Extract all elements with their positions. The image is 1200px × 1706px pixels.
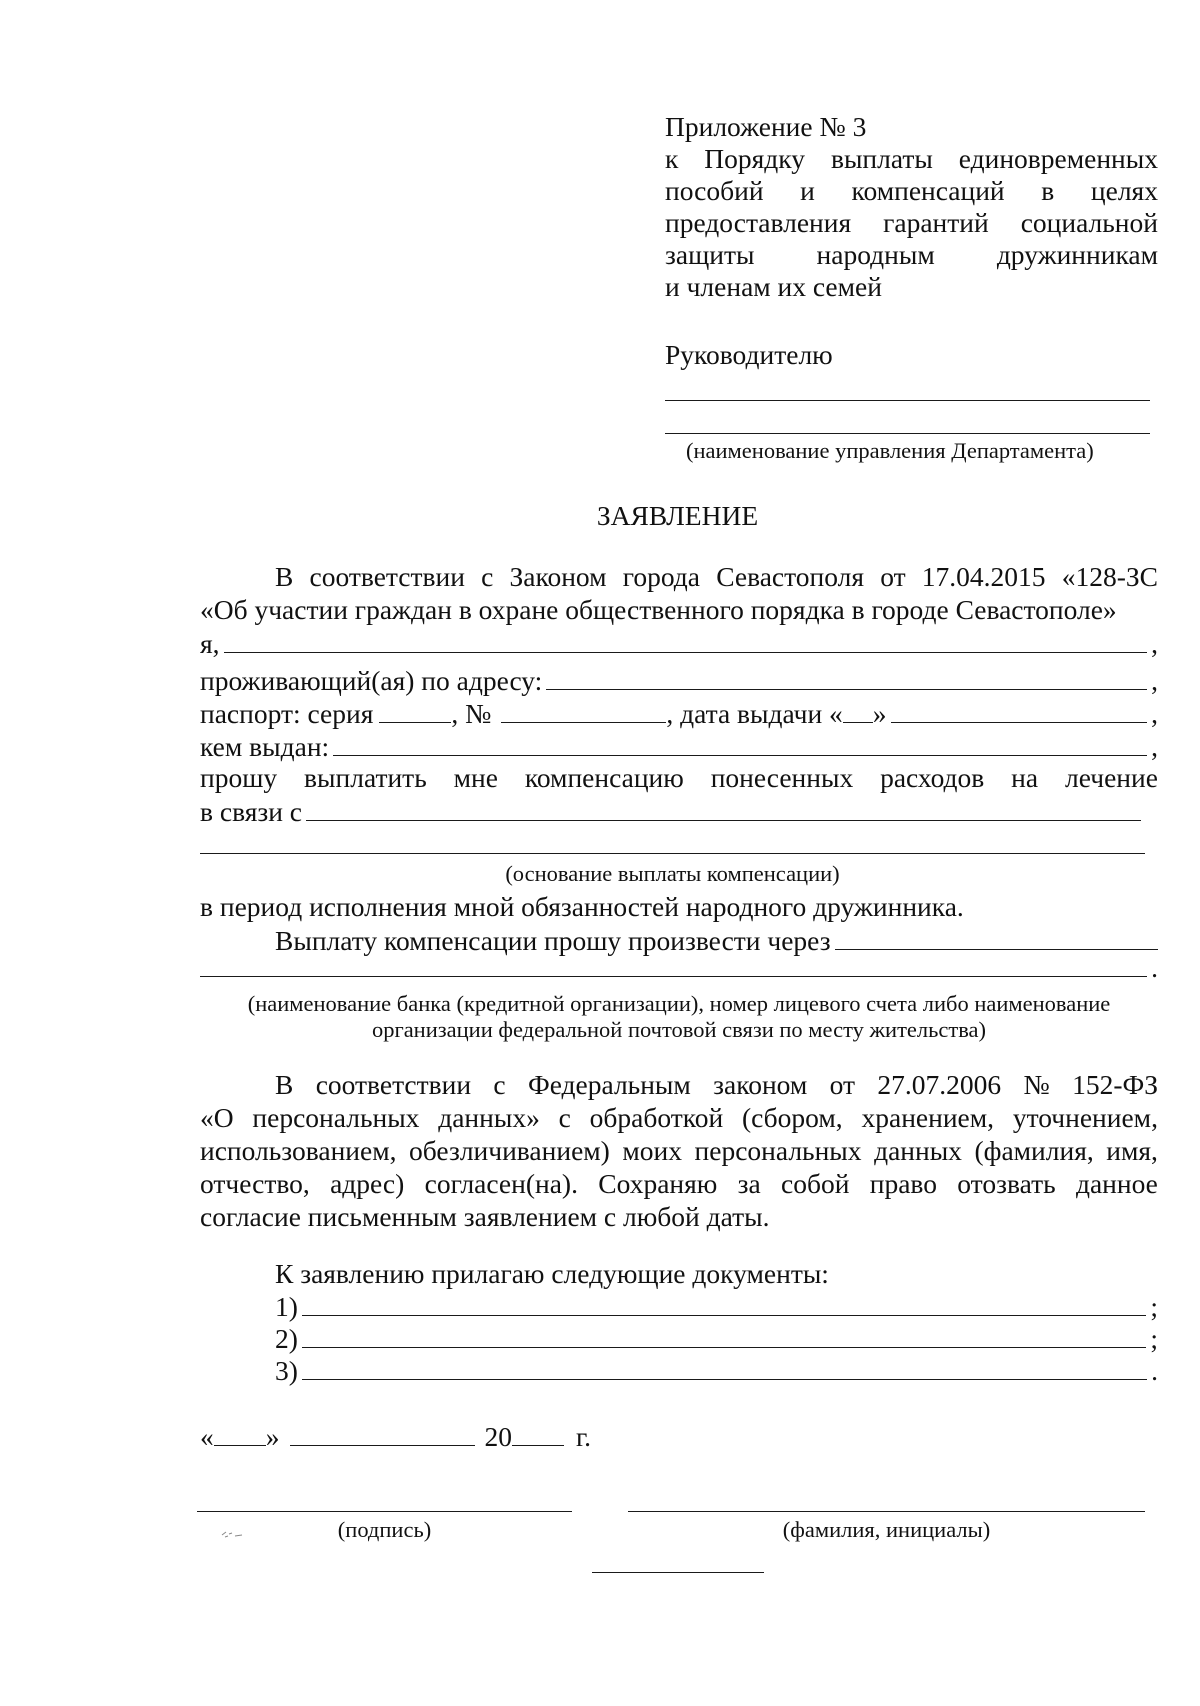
appendix-title: Приложение № 3 bbox=[665, 111, 867, 142]
connection-row bbox=[200, 795, 1145, 828]
word: с bbox=[558, 1102, 571, 1133]
word: «О bbox=[200, 1102, 234, 1133]
issue-month-year-field[interactable] bbox=[891, 697, 1148, 723]
word: к bbox=[665, 143, 679, 174]
document-heading: ЗАЯВЛЕНИЕ bbox=[596, 500, 759, 531]
word: Порядку bbox=[704, 143, 806, 174]
attachment-row-1 bbox=[275, 1290, 1158, 1323]
attachment-field-2[interactable] bbox=[302, 1322, 1146, 1348]
date-year-field[interactable] bbox=[512, 1420, 564, 1446]
word: В bbox=[275, 561, 294, 592]
connection-field[interactable] bbox=[306, 795, 1141, 821]
intro-line-2: «Об участии граждан в охране общественного порядка в городе Севастополе» bbox=[200, 594, 1117, 625]
word: персональных bbox=[252, 1102, 420, 1133]
word: расходов bbox=[880, 762, 985, 793]
intro-line-1 bbox=[275, 561, 1158, 593]
attachment-row-3 bbox=[275, 1354, 1158, 1387]
word: в bbox=[1041, 175, 1055, 206]
word: лечение bbox=[1065, 762, 1158, 793]
attachment-end: . bbox=[1151, 1354, 1158, 1386]
date-day-field[interactable] bbox=[214, 1420, 266, 1446]
issued-by-field[interactable] bbox=[333, 730, 1147, 756]
date-row bbox=[200, 1420, 620, 1453]
attachment-number: 2) bbox=[275, 1322, 298, 1354]
word: соответствии bbox=[315, 1069, 472, 1100]
passport-series-field[interactable] bbox=[379, 697, 451, 723]
word: № bbox=[1023, 1069, 1050, 1100]
attachment-number: 1) bbox=[275, 1290, 298, 1322]
address-label: проживающий(ая) по адресу: bbox=[200, 664, 543, 696]
ya-label: я, bbox=[200, 627, 220, 659]
comma: , bbox=[1151, 627, 1158, 659]
basis-line[interactable] bbox=[200, 853, 1145, 854]
attachment-row-2 bbox=[275, 1322, 1158, 1355]
word: собой bbox=[781, 1168, 850, 1199]
word: компенсаций bbox=[851, 175, 1005, 206]
word: (фамилия, bbox=[974, 1135, 1094, 1166]
word: В bbox=[275, 1069, 294, 1100]
word: использованием, bbox=[200, 1135, 397, 1166]
comma: , bbox=[1151, 697, 1158, 729]
bank-caption-2: организации федеральной почтовой связи по месту жительства) bbox=[371, 1017, 987, 1042]
passport-number-field[interactable] bbox=[501, 697, 666, 723]
word: выплатить bbox=[304, 762, 427, 793]
word: прошу bbox=[200, 762, 278, 793]
word: города bbox=[622, 561, 700, 592]
word: защиты bbox=[665, 239, 755, 270]
attachment-end: ; bbox=[1150, 1290, 1158, 1322]
word: от bbox=[829, 1069, 856, 1100]
word: пособий bbox=[665, 175, 764, 206]
word: персональных bbox=[694, 1135, 862, 1166]
word: адрес) bbox=[330, 1168, 405, 1199]
comma: , bbox=[1151, 730, 1158, 762]
word: социальной bbox=[1020, 207, 1158, 238]
consent-line-5: согласие письменным заявлением с любой даты. bbox=[200, 1201, 770, 1232]
comma: , bbox=[1151, 664, 1158, 696]
word: уточнением, bbox=[1012, 1102, 1158, 1133]
word: народным bbox=[816, 239, 935, 270]
addressee-line-1[interactable] bbox=[665, 400, 1150, 401]
issue-date-label: , дата выдачи « bbox=[666, 697, 843, 729]
basis-caption: (основание выплаты компенсации) bbox=[505, 861, 840, 886]
attachment-field-3[interactable] bbox=[302, 1354, 1147, 1380]
word: «128-ЗС bbox=[1061, 561, 1158, 592]
issued-by-label: кем выдан: bbox=[200, 730, 330, 762]
attachment-end: ; bbox=[1150, 1322, 1158, 1354]
attachment-field-1[interactable] bbox=[302, 1290, 1146, 1316]
word: Федеральным bbox=[527, 1069, 691, 1100]
word: выплаты bbox=[830, 143, 933, 174]
attachment-number: 3) bbox=[275, 1354, 298, 1386]
issue-date-quote-close: » bbox=[872, 697, 887, 729]
word: право bbox=[869, 1168, 937, 1199]
word: Севастополя bbox=[716, 561, 864, 592]
signature-line[interactable] bbox=[197, 1511, 572, 1512]
passport-row bbox=[200, 697, 1158, 730]
attachments-intro: К заявлению прилагаю следующие документы: bbox=[275, 1258, 829, 1289]
bank-caption-1: (наименование банка (кредитной организации), номер лицевого счета либо наименование bbox=[247, 991, 1111, 1016]
request-line bbox=[200, 762, 1158, 794]
address-row bbox=[200, 664, 1158, 697]
word: с bbox=[481, 561, 494, 592]
consent-line-3 bbox=[200, 1135, 1158, 1167]
word: и bbox=[800, 175, 815, 206]
word: 17.04.2015 bbox=[921, 561, 1046, 592]
issue-day-field[interactable] bbox=[843, 697, 873, 723]
addressee-caption: (наименование управления Департамента) bbox=[686, 438, 1094, 463]
word: обработкой bbox=[589, 1102, 724, 1133]
word: 152-ФЗ bbox=[1072, 1069, 1158, 1100]
passport-series-label: паспорт: серия bbox=[200, 697, 374, 729]
word: моих bbox=[622, 1135, 682, 1166]
word: соответствии bbox=[309, 561, 465, 592]
appendix-line-5: и членам их семей bbox=[665, 271, 882, 302]
word: хранением, bbox=[861, 1102, 995, 1133]
word: Законом bbox=[509, 561, 607, 592]
date-year-prefix: 20 bbox=[484, 1420, 512, 1452]
word: гарантий bbox=[883, 207, 989, 238]
word: данных» bbox=[438, 1102, 540, 1133]
date-year-suffix: г. bbox=[576, 1420, 592, 1452]
word: дружинникам bbox=[996, 239, 1158, 270]
appendix-line-2 bbox=[665, 175, 1158, 207]
date-month-field[interactable] bbox=[290, 1420, 475, 1446]
consent-line-2 bbox=[200, 1102, 1158, 1134]
period-mark: . bbox=[1151, 951, 1158, 983]
name-field[interactable] bbox=[224, 627, 1148, 653]
word: отчество, bbox=[200, 1168, 310, 1199]
signature-caption: (подпись) bbox=[337, 1517, 432, 1542]
word: обезличиванием) bbox=[409, 1135, 610, 1166]
scanner-speck bbox=[220, 1527, 246, 1539]
payment-label: Выплату компенсации прошу произвести через bbox=[275, 924, 831, 956]
payment-field[interactable] bbox=[835, 924, 1158, 950]
word: предоставления bbox=[665, 207, 852, 238]
addressee-line-2[interactable] bbox=[665, 433, 1150, 434]
word: мне bbox=[453, 762, 498, 793]
word: (сбором, bbox=[741, 1102, 843, 1133]
word: 27.07.2006 bbox=[877, 1069, 1002, 1100]
name-row bbox=[200, 627, 1158, 660]
word: компенсацию bbox=[524, 762, 684, 793]
consent-line-1 bbox=[275, 1069, 1158, 1101]
addressee-label: Руководителю bbox=[665, 339, 833, 370]
word: согласен(на). bbox=[424, 1168, 578, 1199]
word: отозвать bbox=[957, 1168, 1056, 1199]
appendix-line-4 bbox=[665, 239, 1158, 271]
payment-field-2[interactable] bbox=[200, 951, 1147, 977]
name-initials-caption: (фамилия, инициалы) bbox=[782, 1517, 991, 1542]
word: целях bbox=[1090, 175, 1158, 206]
date-open-quote: « bbox=[200, 1420, 214, 1452]
period-line: в период исполнения мной обязанностей народного дружинника. bbox=[200, 891, 964, 922]
word: единовременных bbox=[958, 143, 1158, 174]
footer-rule bbox=[592, 1572, 764, 1573]
date-close-quote: » bbox=[265, 1420, 280, 1452]
word: данных bbox=[874, 1135, 962, 1166]
payment-row-2 bbox=[200, 951, 1158, 984]
appendix-line-3 bbox=[665, 207, 1158, 239]
word: данное bbox=[1075, 1168, 1158, 1199]
word: с bbox=[493, 1069, 506, 1100]
address-field[interactable] bbox=[546, 664, 1147, 690]
word: на bbox=[1011, 762, 1039, 793]
word: понесенных bbox=[710, 762, 854, 793]
name-initials-line[interactable] bbox=[628, 1511, 1145, 1512]
passport-number-label: , № bbox=[451, 697, 492, 729]
appendix-line-1 bbox=[665, 143, 1158, 175]
issued-by-row bbox=[200, 730, 1158, 763]
connection-label: в связи с bbox=[200, 795, 302, 827]
word: Сохраняю bbox=[598, 1168, 718, 1199]
word: имя, bbox=[1106, 1135, 1158, 1166]
word: от bbox=[880, 561, 906, 592]
word: за bbox=[737, 1168, 761, 1199]
consent-line-4 bbox=[200, 1168, 1158, 1200]
word: законом bbox=[713, 1069, 808, 1100]
